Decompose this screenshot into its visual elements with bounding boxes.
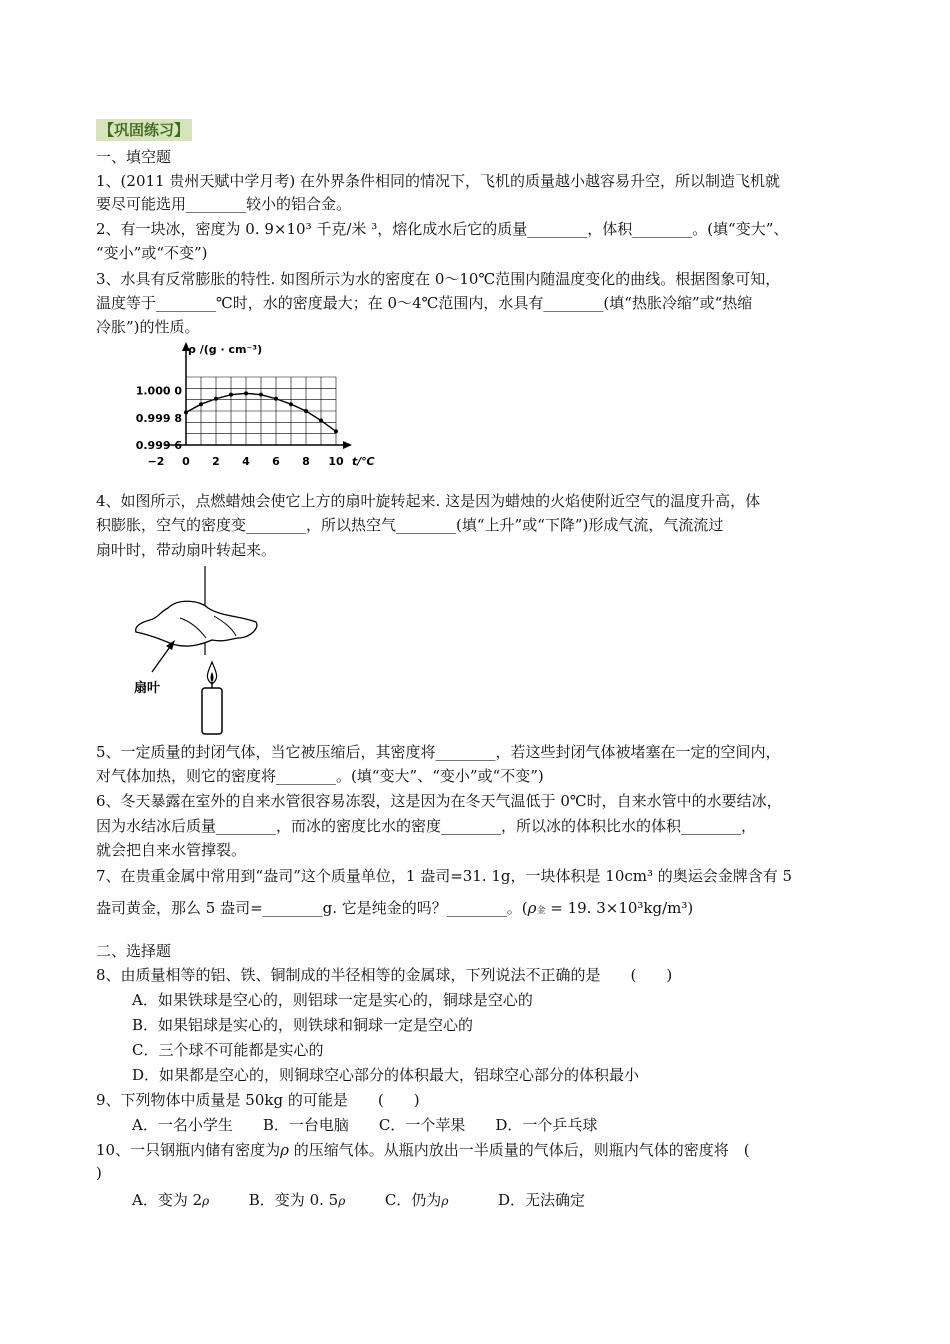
chart-ticks — [136, 385, 344, 468]
x-tick-label: −2 — [147, 455, 165, 468]
q10-option-c — [385, 1191, 449, 1209]
q8-option-d: D．如果都是空心的，则铜球空心部分的体积最大，铝球空心部分的体积最小 — [132, 1066, 640, 1084]
x-tick-label: 2 — [212, 455, 220, 468]
data-point — [319, 419, 323, 423]
data-point — [244, 391, 248, 395]
q4-line2: 积膨胀，空气的密度变________，所以热空气________(填“上升”或“下降”)形成气流，气流流过 — [96, 516, 724, 534]
q1-line1: 1、(2011 贵州天赋中学月考) 在外界条件相同的情况下，飞机的质量越小越容易升空，所以制造飞机就 — [96, 172, 780, 190]
rho-gold-subscript: 金 — [536, 906, 546, 916]
q7-line2-end: = 19. 3×10³kg/m³) — [545, 899, 694, 917]
q10-options — [132, 1190, 585, 1211]
fan-candle-figure — [128, 560, 278, 740]
x-tick-label: 6 — [272, 455, 280, 468]
q3-line3: 冷胀”)的性质。 — [96, 318, 200, 336]
data-point — [199, 402, 203, 406]
q5-line2: 对气体加热，则它的密度将________。(填“变大”、“变小”或“不变”) — [96, 767, 544, 785]
q10-stem — [96, 1140, 750, 1160]
y-tick-label: 0.999 8 — [135, 411, 182, 425]
q6-line3: 就会把自来水管撑裂。 — [96, 841, 247, 859]
data-point — [184, 410, 188, 414]
data-point — [229, 393, 233, 397]
section-title: 【巩固练习】 — [96, 119, 192, 141]
fan-blade-icon — [136, 601, 257, 646]
y-tick-label: 1.000 0 — [135, 384, 182, 398]
q9-stem: 9、下列物体中质量是 50kg 的可能是 ( ) — [96, 1091, 420, 1109]
q2-line2: “变小”或“不变”) — [96, 244, 208, 262]
x-tick-label: 8 — [302, 455, 310, 468]
fan-label: 扇叶 — [134, 681, 161, 696]
part1-title: 一、填空题 — [96, 148, 172, 166]
q1-line2: 要尽可能选用________较小的铝合金。 — [96, 195, 352, 213]
data-point — [289, 402, 293, 406]
chart-ylabel: ρ /(g · cm⁻³) — [188, 343, 263, 356]
y-tick-label: 0.999 6 — [135, 439, 182, 452]
data-point — [334, 429, 338, 433]
x-tick-label: 0 — [182, 455, 190, 468]
data-point — [274, 397, 278, 401]
x-axis-arrow — [343, 441, 352, 449]
q7-line2 — [96, 898, 693, 921]
q8-option-b: B．如果铝球是实心的，则铁球和铜球一定是空心的 — [132, 1016, 474, 1034]
rho-symbol: ρ — [280, 1141, 289, 1159]
q10-stem-a: 10、一只钢瓶内储有密度为 — [96, 1141, 281, 1159]
chart-grid — [186, 377, 336, 445]
rho-symbol: ρ — [338, 1194, 346, 1208]
q8-option-c: C．三个球不可能都是实心的 — [132, 1041, 324, 1059]
q5-line1: 5、一定质量的封闭气体，当它被压缩后，其密度将________，若这些封闭气体被堵塞在一定的空间内， — [96, 743, 781, 761]
pointer-arrow-icon — [152, 644, 172, 672]
q7-line2-text: 盎司黄金，那么 5 盎司=________g. 它是纯金的吗？________。( — [96, 899, 528, 917]
q10-option-c-text: C．仍为 — [384, 1191, 442, 1209]
q10-option-d: D．无法确定 — [497, 1191, 585, 1209]
q2-line1: 2、有一块冰，密度为 0. 9×10³ 千克/米 ³，熔化成水后它的质量________，体积________。(填“变大”、 — [96, 220, 789, 238]
x-tick-label: 4 — [242, 455, 250, 468]
q10-option-a-text: A．变为 2 — [132, 1191, 203, 1209]
q4-line3: 扇叶时，带动扇叶转起来。 — [96, 541, 277, 559]
q10-option-a — [132, 1191, 209, 1209]
q6-line2: 因为水结冰后质量________，而冰的密度比水的密度________，所以冰的体积比水的体积________， — [96, 817, 757, 835]
chart-xlabel: t/℃ — [352, 455, 375, 468]
q4-line1: 4、如图所示，点燃蜡烛会使它上方的扇叶旋转起来. 这是因为蜡烛的火焰使附近空气的温度升高，体 — [96, 492, 761, 510]
density-chart — [120, 337, 390, 474]
q8-option-a: A．如果铁球是空心的，则铝球一定是实心的，铜球是空心的 — [132, 991, 533, 1009]
x-tick-label: 10 — [328, 455, 344, 468]
rho-symbol: ρ — [441, 1194, 449, 1208]
q9-options: A．一名小学生 B．一台电脑 C．一个苹果 D．一个乒乓球 — [132, 1116, 598, 1134]
part2-title: 二、选择题 — [96, 942, 172, 960]
q8-stem: 8、由质量相等的铝、铁、铜制成的半径相等的金属球，下列说法不正确的是 ( ) — [96, 966, 673, 984]
data-point — [259, 393, 263, 397]
q10-stem-line2: ) — [96, 1164, 102, 1182]
q3-line2: 温度等于________℃时，水的密度最大；在 0～4℃范围内，水具有________(填“热胀冷缩”或“热缩 — [96, 294, 753, 312]
data-point — [214, 397, 218, 401]
q3-line1: 3、水具有反常膨胀的特性. 如图所示为水的密度在 0～10℃范围内随温度变化的曲线。根据图象可知， — [96, 270, 781, 288]
q10-option-b — [249, 1191, 345, 1209]
candle-body-icon — [202, 688, 222, 734]
data-point — [304, 409, 308, 413]
rho-symbol: ρ — [202, 1194, 210, 1208]
q7-line1: 7、在贵重金属中常用到“盎司”这个质量单位，1 盎司=31. 1g，一块体积是 10cm³ 的奥运会金牌含有 5 — [96, 867, 793, 885]
q10-option-b-text: B．变为 0. 5 — [248, 1191, 339, 1209]
rho-symbol: ρ — [527, 899, 537, 917]
q10-stem-b: 的压缩气体。从瓶内放出一半质量的气体后，则瓶内气体的密度将 ( — [288, 1141, 750, 1159]
q6-line1: 6、冬天暴露在室外的自来水管很容易冻裂，这是因为在冬天气温低于 0℃时，自来水管中的水要结冰， — [96, 792, 782, 810]
